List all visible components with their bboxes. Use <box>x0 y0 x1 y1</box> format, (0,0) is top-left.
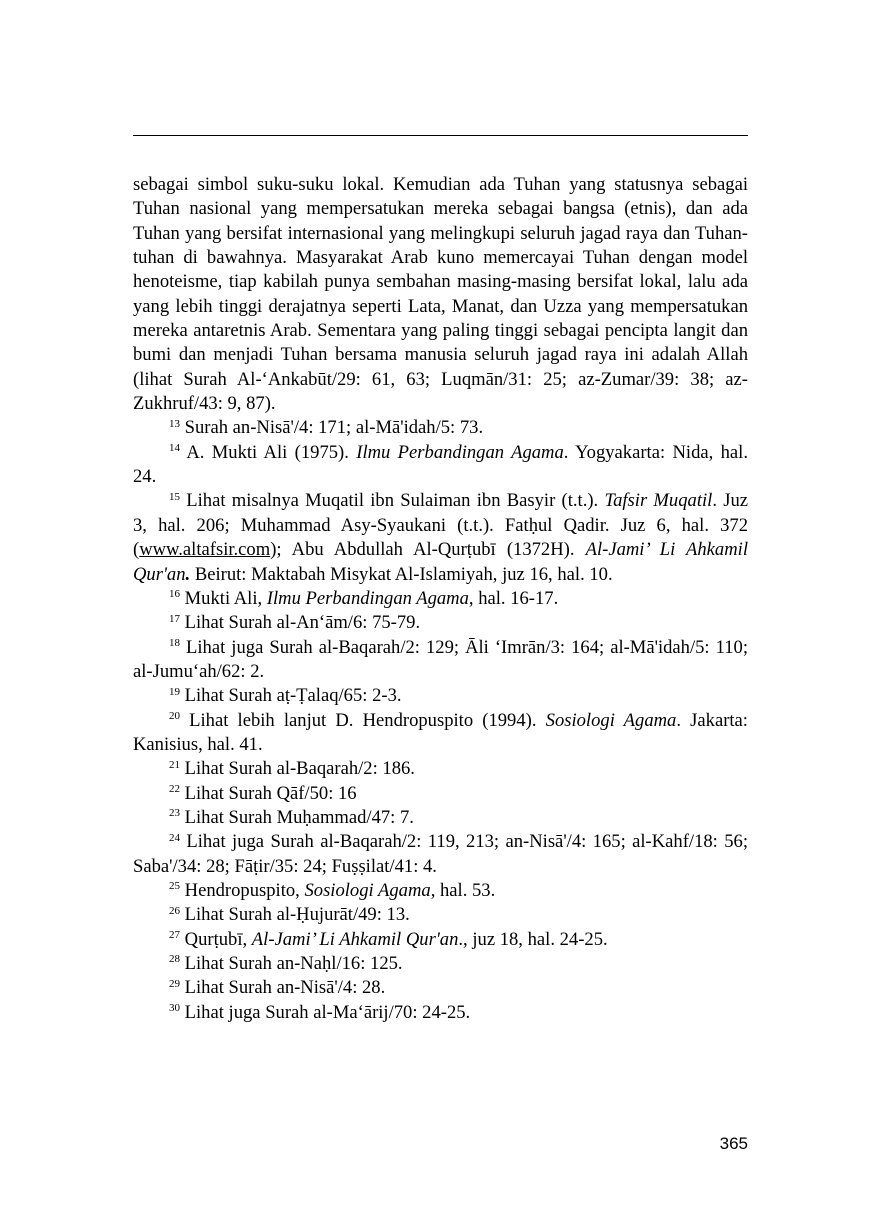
footnote-19 <box>133 684 748 708</box>
footnote-14 <box>133 441 748 490</box>
footnote-text: . Jakarta: Kanisius, hal. 41. <box>133 709 748 755</box>
footnote-text: Lihat Surah al-An‘ām/6: 75-79. <box>180 612 421 634</box>
footnote-text: . Juz 3, hal. 206; Muhammad Asy-Syaukani (t.t.). Fatḥul Qadir. Juz 6, hal. 372 ( <box>133 490 748 561</box>
page-number: 365 <box>719 1134 748 1153</box>
footnote-24 <box>133 830 748 879</box>
footnote-number: 19 <box>169 685 180 698</box>
footnote-23 <box>133 806 748 830</box>
footnote-25 <box>133 879 748 903</box>
footnote-text: Lihat Surah Muḥammad/47: 7. <box>180 806 414 828</box>
footnote-text: Lihat juga Surah al-Baqarah/2: 119, 213; an-Nisā'/4: 165; al-Kahf/18: 56; Saba'/34: 28; Fāṭir/35: 24; Fuṣṣilat/41: 4. <box>133 831 748 877</box>
footnote-13 <box>133 416 748 440</box>
footnote-text: Lihat Surah an-Naḥl/16: 125. <box>180 953 403 974</box>
footnote-text: Beirut: Maktabah Misykat Al-Islamiyah, juz 16, hal. 10. <box>190 563 613 585</box>
book-title: Ilmu Perbandingan Agama <box>356 441 564 463</box>
footnote-number: 15 <box>169 490 180 503</box>
website-link[interactable]: www.altafsir.com <box>139 539 271 561</box>
footnote-number: 16 <box>169 588 180 601</box>
footnote-number: 18 <box>169 636 180 649</box>
footnote-text: Lihat Surah aṭ-Ṭalaq/65: 2-3. <box>180 685 402 707</box>
footnote-text: Lihat juga Surah al-Ma‘ārij/70: 24-25. <box>180 1001 471 1023</box>
footnote-22 <box>133 782 748 806</box>
footnote-number: 22 <box>169 783 180 795</box>
bold-period: . <box>185 563 191 585</box>
footnote-text: Hendropuspito, <box>180 879 305 901</box>
footnote-21 <box>133 757 748 781</box>
footnote-number: 27 <box>169 929 180 942</box>
footnote-text: Lihat juga Surah al-Baqarah/2: 129; Āli ‘Imrān/3: 164; al-Mā'idah/5: 110; al-Jumu‘ah/62: 2. <box>133 636 748 682</box>
footnote-30 <box>133 1001 748 1025</box>
footnote-number: 14 <box>169 442 180 455</box>
footnote-16 <box>133 587 748 611</box>
continued-paragraph: sebagai simbol suku-suku lokal. Kemudian ada Tuhan yang statusnya sebagai Tuhan nasional yang mempersatukan mereka sebagai bangsa (etnis), dan ada Tuhan yang bersifat internasional yang melingkupi seluruh jagad raya dan Tuhan-tuhan di bawahnya. Masyarakat Arab kuno memercayai Tuhan dengan model henoteisme, tiap kabilah punya sembahan masing-masing bersifat lokal, lalu ada yang lebih tinggi derajatnya seperti Lata, Manat, dan Uzza yang mempersatukan mereka antaretnis Arab. Sementara yang paling tinggi sebagai pencipta langit dan bumi dan menjadi Tuhan bersama manusia seluruh jagad raya ini adalah Allah (lihat Surah Al-‘Ankabūt/29: 61, 63; Luqmān/31: 25; az-Zumar/39: 38; az-Zukhruf/43: 9, 87). <box>133 174 748 415</box>
header-rule <box>133 135 748 136</box>
footnote-text: Lihat Surah al-Ḥujurāt/49: 13. <box>180 904 410 926</box>
footnote-18 <box>133 636 748 685</box>
book-title: Sosiologi Agama <box>545 709 677 731</box>
footnote-number: 24 <box>169 831 180 844</box>
footnote-text: Lihat misalnya Muqatil ibn Sulaiman ibn Basyir (t.t.). <box>180 490 605 512</box>
book-title: Ilmu Perbandingan Agama <box>266 587 469 609</box>
footnote-number: 26 <box>169 904 180 917</box>
footnote-number: 23 <box>169 807 180 820</box>
footnote-text: Lihat lebih lanjut D. Hendropuspito (1994). <box>180 709 546 731</box>
footnote-28 <box>133 952 748 976</box>
footnote-text: , hal. 53. <box>430 879 496 901</box>
footnote-text: Qurṭubī, <box>180 928 252 950</box>
footnote-15 <box>133 489 748 586</box>
footnote-text: A. Mukti Ali (1975). <box>180 441 357 463</box>
footnote-text: ., juz 18, hal. 24-25. <box>458 928 608 950</box>
footnote-text: , hal. 16-17. <box>468 587 559 609</box>
footnote-29 <box>133 976 748 1000</box>
footnote-number: 25 <box>169 880 180 893</box>
footnote-number: 20 <box>169 709 180 722</box>
book-title: Al-Jami’ Li Ahkamil Qur'an <box>251 928 459 950</box>
footnote-text: ); Abu Abdullah Al-Qurṭubī (1372H). <box>270 539 586 561</box>
footnote-text: Lihat Surah Qāf/50: 16 <box>180 782 357 804</box>
book-title: Al-Jami’ Li Ahkamil Qur'an <box>133 539 748 585</box>
book-title: Sosiologi Agama <box>304 879 431 901</box>
footnote-number: 28 <box>169 953 180 966</box>
footnote-number: 13 <box>169 417 180 430</box>
footnote-text: Surah an-Nisā'/4: 171; al-Mā'idah/5: 73. <box>180 417 484 439</box>
footnote-text: Mukti Ali, <box>180 587 267 609</box>
page-body <box>133 173 748 1025</box>
footnote-17 <box>133 611 748 635</box>
footnote-text: . Yogyakarta: Nida, hal. 24. <box>133 441 748 488</box>
footnote-number: 30 <box>169 1002 180 1015</box>
footnote-20 <box>133 709 748 758</box>
footnote-number: 17 <box>169 612 180 625</box>
footnote-text: Lihat Surah al-Baqarah/2: 186. <box>180 758 415 780</box>
footnote-text: Lihat Surah an-Nisā'/4: 28. <box>180 977 386 999</box>
footnote-number: 21 <box>169 758 180 771</box>
footnote-27 <box>133 928 748 952</box>
footnote-number: 29 <box>169 977 180 990</box>
footnote-26 <box>133 903 748 927</box>
book-title: Tafsir Muqatil <box>604 490 713 512</box>
